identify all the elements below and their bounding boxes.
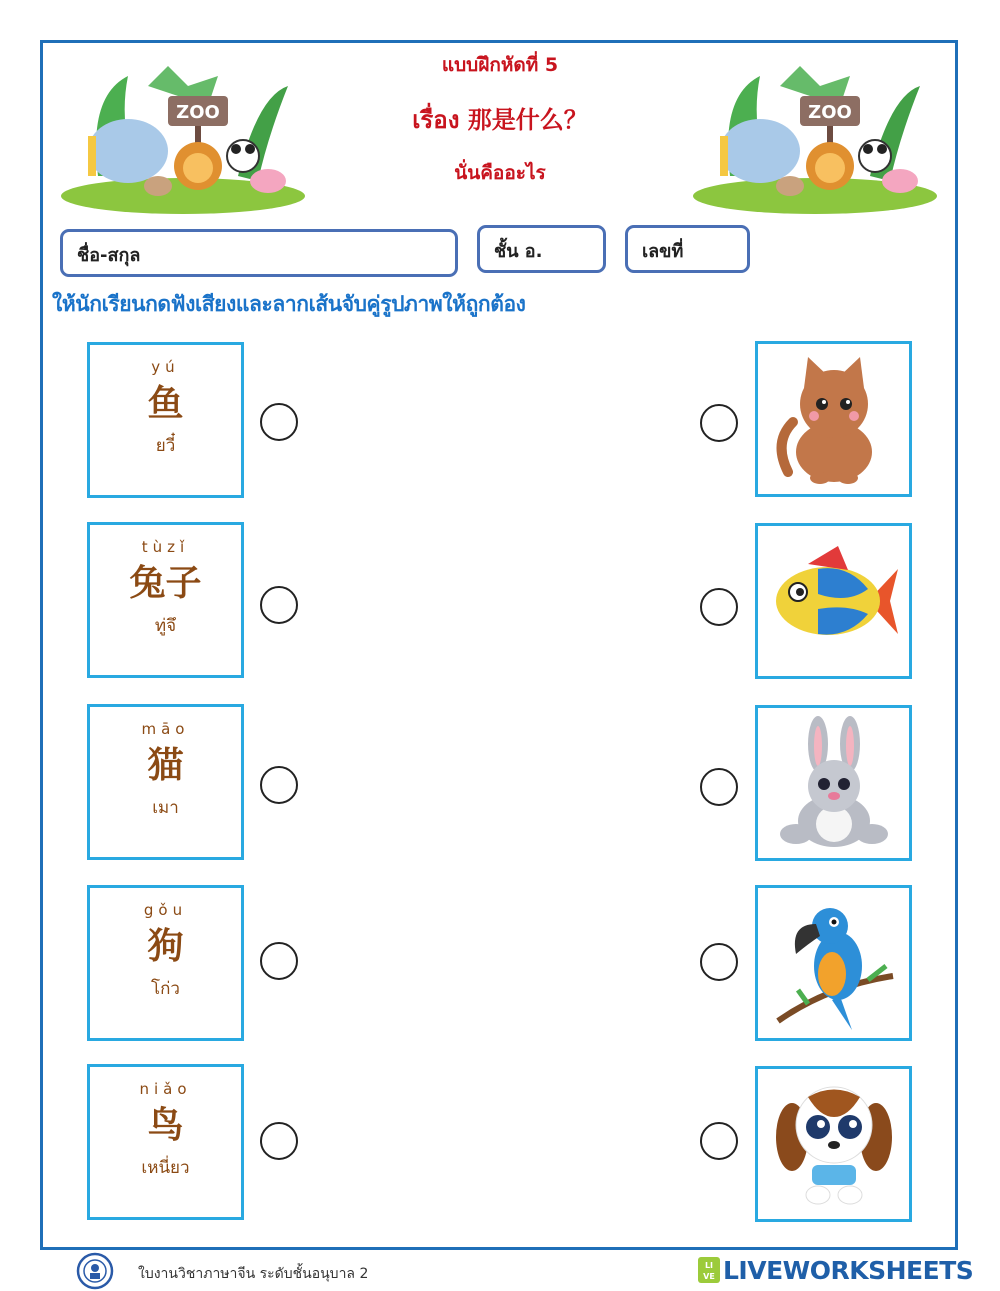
pinyin-text: gǒu: [143, 901, 188, 919]
word-card-dog[interactable]: [87, 885, 244, 1041]
parrot-icon: [768, 896, 900, 1030]
live-badge-icon: [698, 1257, 720, 1283]
liveworksheets-logo[interactable]: [698, 1254, 973, 1286]
name-field[interactable]: ชื่อ-สกุล: [60, 229, 458, 277]
rabbit-icon: [768, 716, 900, 850]
hanzi-text: 鸟: [147, 1104, 184, 1146]
svg-text:ZOO: ZOO: [808, 102, 852, 123]
thai-reading: โก่ว: [151, 979, 180, 999]
hanzi-text: 猫: [147, 744, 184, 786]
match-dot-left-4[interactable]: [260, 942, 298, 980]
match-dot-right-1[interactable]: [700, 404, 738, 442]
class-field[interactable]: ชั้น อ.: [477, 225, 606, 273]
exercise-label: แบบฝึกหัดที่ 5: [441, 54, 559, 76]
footer-caption: ใบงานวิชาภาษาจีน ระดับชั้นอนุบาล 2: [138, 1266, 369, 1282]
word-card-fish[interactable]: [87, 342, 244, 498]
picture-card-rabbit[interactable]: [755, 705, 912, 861]
svg-text:ZOO: ZOO: [176, 102, 220, 123]
thai-reading: เหนี่ยว: [141, 1158, 190, 1178]
svg-text:LI: LI: [704, 1261, 714, 1270]
zoo-illustration-right: [690, 56, 940, 216]
picture-card-fish[interactable]: [755, 523, 912, 679]
word-card-bird[interactable]: [87, 1064, 244, 1220]
pinyin-text: niǎo: [139, 1080, 192, 1098]
brand-name: LIVEWORKSHEETS: [723, 1255, 974, 1285]
pinyin-text: māo: [141, 720, 190, 738]
subtitle: นั่นคืออะไร: [454, 162, 546, 184]
match-dot-right-2[interactable]: [700, 588, 738, 626]
instruction-text: ให้นักเรียนกดฟังเสียงและลากเส้นจับคู่รูปภาพให้ถูกต้อง: [52, 292, 526, 316]
thai-reading: ยวี๋: [155, 436, 176, 456]
match-dot-left-5[interactable]: [260, 1122, 298, 1160]
match-dot-right-3[interactable]: [700, 768, 738, 806]
match-dot-left-2[interactable]: [260, 586, 298, 624]
hanzi-text: 兔子: [129, 562, 202, 604]
word-card-rabbit[interactable]: [87, 522, 244, 678]
match-dot-right-5[interactable]: [700, 1122, 738, 1160]
pinyin-text: tùzǐ: [141, 538, 190, 556]
word-card-cat[interactable]: [87, 704, 244, 860]
picture-card-cat[interactable]: [755, 341, 912, 497]
hanzi-text: 鱼: [147, 382, 184, 424]
thai-reading: ทู่จึ: [154, 616, 177, 636]
pinyin-text: yú: [151, 358, 180, 376]
zoo-illustration-left: [58, 56, 308, 216]
cat-icon: [768, 352, 900, 486]
match-dot-right-4[interactable]: [700, 943, 738, 981]
subject-title: เรื่อง 那是什么？: [412, 106, 588, 134]
svg-text:VE: VE: [703, 1272, 715, 1281]
school-seal-icon: [76, 1252, 114, 1290]
picture-card-dog[interactable]: [755, 1066, 912, 1222]
number-field[interactable]: เลขที่: [625, 225, 750, 273]
thai-reading: เมา: [152, 798, 179, 818]
picture-card-parrot[interactable]: [755, 885, 912, 1041]
fish-icon: [768, 534, 900, 668]
dog-icon: [768, 1077, 900, 1211]
match-dot-left-1[interactable]: [260, 403, 298, 441]
hanzi-text: 狗: [147, 925, 184, 967]
match-dot-left-3[interactable]: [260, 766, 298, 804]
